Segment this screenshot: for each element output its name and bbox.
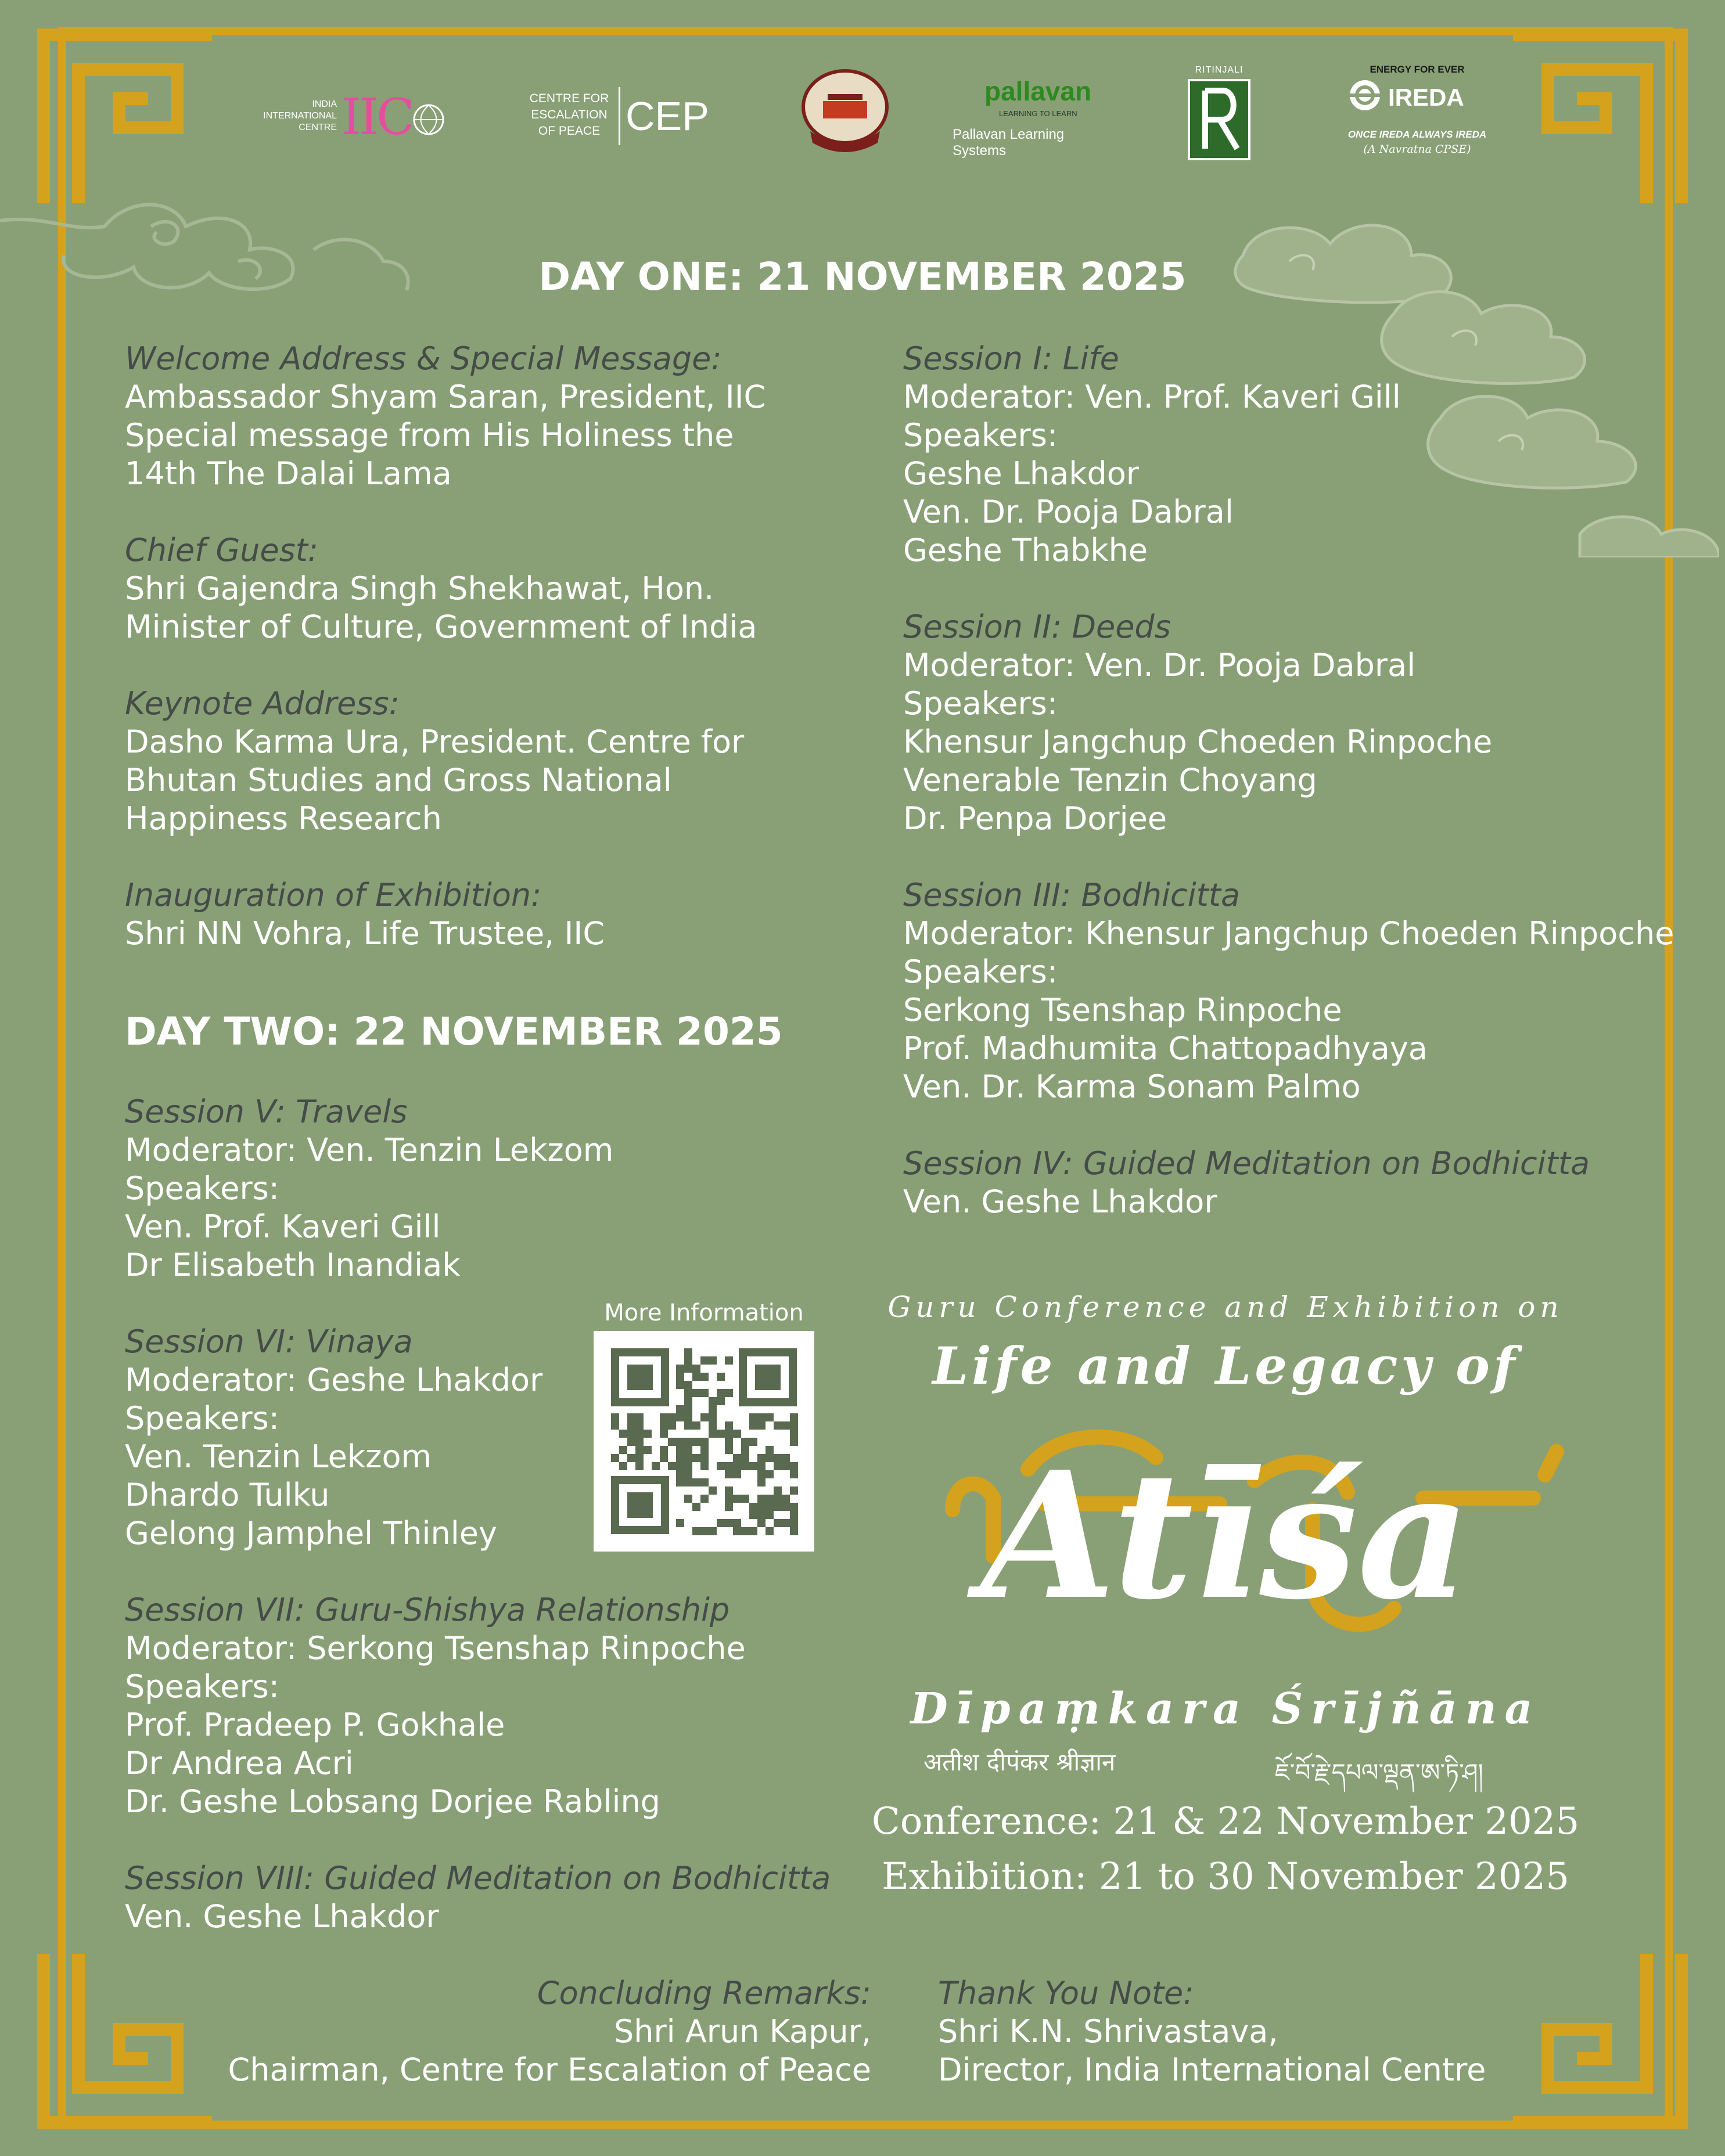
title-tibetan: ཇོ་བོ་རྗེ་དཔལ་ལྡན་ཨ་ཏི་ཤ། bbox=[1275, 1758, 1483, 1787]
program-item bbox=[125, 876, 766, 953]
session-line: Prof. Madhumita Chattopadhyaya bbox=[903, 1030, 1428, 1067]
session-line: Dr. Geshe Lobsang Dorjee Rabling bbox=[125, 1783, 660, 1820]
title-hindi: अतीश दीपंकर श्रीज्ञान bbox=[923, 1748, 1116, 1776]
item-line: Ambassador Shyam Saran, President, IIC bbox=[125, 379, 766, 415]
session-line: Moderator: Geshe Lhakdor bbox=[125, 1362, 543, 1398]
session-label: Session IV: Guided Meditation on Bodhicitta bbox=[903, 1145, 1590, 1182]
session-line: Moderator: Ven. Prof. Kaveri Gill bbox=[903, 379, 1401, 415]
thanks-label: Thank You Note: bbox=[938, 1975, 1194, 2011]
session-line: Geshe Lhakdor bbox=[903, 455, 1140, 492]
session-line: Speakers: bbox=[125, 1170, 279, 1207]
program-item bbox=[125, 531, 766, 646]
session-line: Ven. Geshe Lhakdor bbox=[903, 1183, 1217, 1220]
ireda-logo-line1: ONCE IREDA ALWAYS IREDA bbox=[1347, 129, 1487, 140]
session-line: Prof. Pradeep P. Gokhale bbox=[125, 1707, 505, 1743]
ireda-logo bbox=[1330, 64, 1504, 163]
session-line: Gelong Jamphel Thinley bbox=[125, 1515, 497, 1552]
session-line: Ven. Dr. Pooja Dabral bbox=[903, 494, 1234, 530]
pallavan-logo bbox=[953, 75, 1121, 159]
session-line: Speakers: bbox=[903, 953, 1058, 990]
session-line: Ven. Prof. Kaveri Gill bbox=[125, 1208, 441, 1245]
session-line: Moderator: Ven. Tenzin Lekzom bbox=[125, 1132, 614, 1168]
iic-logo bbox=[244, 87, 453, 145]
session-line: Khensur Jangchup Choeden Rinpoche bbox=[903, 724, 1493, 760]
session-line: Serkong Tsenshap Rinpoche bbox=[903, 992, 1342, 1028]
session-item bbox=[903, 1144, 1674, 1221]
title-main: Atīśa bbox=[980, 1433, 1471, 1638]
session-label: Session VI: Vinaya bbox=[125, 1323, 413, 1360]
pallavan-logo-tag: LEARNING TO LEARN bbox=[999, 109, 1077, 118]
session-line: Speakers: bbox=[125, 1668, 279, 1705]
day-one-right-column bbox=[903, 340, 1674, 1221]
institution-seal-logo bbox=[799, 69, 892, 153]
session-line: Dr Elisabeth Inandiak bbox=[125, 1247, 461, 1283]
session-line: Ven. Dr. Karma Sonam Palmo bbox=[903, 1068, 1361, 1105]
session-line: Speakers: bbox=[903, 417, 1058, 453]
conference-dates: Conference: 21 & 22 November 2025 bbox=[871, 1800, 1580, 1843]
day-two-heading: DAY TWO: 22 NOVEMBER 2025 bbox=[125, 1009, 783, 1054]
globe-icon bbox=[412, 103, 445, 136]
ireda-logo-tagline: ENERGY FOR EVER bbox=[1370, 64, 1465, 75]
title-line1: Guru Conference and Exhibition on bbox=[887, 1290, 1564, 1324]
iic-logo-mark: IIC bbox=[342, 88, 412, 146]
session-line: Ven. Geshe Lhakdor bbox=[125, 1898, 439, 1935]
item-line: Dasho Karma Ura, President. Centre for bbox=[125, 724, 745, 760]
session-item bbox=[125, 1591, 831, 1821]
session-line: Dr Andrea Acri bbox=[125, 1745, 354, 1781]
concluding-line: Shri Arun Kapur, bbox=[613, 2013, 871, 2050]
item-line: Happiness Research bbox=[125, 800, 442, 837]
item-line: 14th The Dalai Lama bbox=[125, 455, 452, 492]
session-label: Session I: Life bbox=[903, 340, 1119, 377]
item-label: Chief Guest: bbox=[125, 532, 319, 568]
cep-logo-mark: CEP bbox=[626, 93, 709, 139]
thanks-line: Shri K.N. Shrivastava, bbox=[938, 2013, 1278, 2050]
session-line: Moderator: Khensur Jangchup Choeden Rinpoche bbox=[903, 915, 1674, 952]
title-line2: Life and Legacy of bbox=[932, 1336, 1519, 1396]
cep-logo-text: CENTRE FOR ESCALATION OF PEACE bbox=[529, 92, 609, 138]
exhibition-dates: Exhibition: 21 to 30 November 2025 bbox=[882, 1855, 1569, 1898]
concluding-remarks bbox=[174, 1974, 871, 2089]
session-line: Moderator: Ven. Dr. Pooja Dabral bbox=[903, 647, 1416, 683]
qr-code[interactable] bbox=[594, 1331, 814, 1552]
session-item bbox=[125, 1093, 831, 1284]
session-label: Session VII: Guru-Shishya Relationship bbox=[125, 1592, 730, 1628]
item-line: Shri Gajendra Singh Shekhawat, Hon. bbox=[125, 570, 714, 607]
cep-logo-divider bbox=[619, 87, 620, 145]
session-item bbox=[903, 608, 1674, 838]
day-one-heading: DAY ONE: 21 NOVEMBER 2025 bbox=[538, 254, 1187, 299]
session-line: Venerable Tenzin Choyang bbox=[903, 762, 1317, 798]
ireda-logo-line2: (A Navratna CPSE) bbox=[1363, 143, 1471, 156]
session-line: Dhardo Tulku bbox=[125, 1477, 330, 1513]
concluding-line: Chairman, Centre for Escalation of Peace bbox=[228, 2051, 871, 2088]
day-one-left-column bbox=[125, 340, 766, 953]
item-line: Shri NN Vohra, Life Trustee, IIC bbox=[125, 915, 605, 952]
cep-logo bbox=[526, 87, 711, 145]
item-line: Bhutan Studies and Gross National bbox=[125, 762, 672, 798]
item-label: Keynote Address: bbox=[125, 685, 400, 722]
corner-ornament-bottom-right bbox=[1501, 1942, 1693, 2134]
qr-code-icon bbox=[594, 1331, 814, 1552]
item-line: Minister of Culture, Government of India bbox=[125, 609, 757, 645]
pallavan-logo-subtitle: Pallavan Learning Systems bbox=[953, 127, 1065, 159]
session-label: Session II: Deeds bbox=[903, 609, 1171, 645]
ireda-emblem-icon bbox=[1347, 78, 1382, 113]
session-line: Speakers: bbox=[125, 1400, 279, 1437]
session-label: Session VIII: Guided Meditation on Bodhicitta bbox=[125, 1860, 831, 1896]
session-line: Ven. Tenzin Lekzom bbox=[125, 1438, 432, 1475]
ireda-logo-name: IREDA bbox=[1388, 84, 1464, 111]
session-label: Session V: Travels bbox=[125, 1093, 408, 1130]
session-label: Session III: Bodhicitta bbox=[903, 877, 1241, 913]
ritinjali-mark-icon bbox=[1188, 79, 1250, 160]
session-item bbox=[903, 340, 1674, 570]
thanks-line: Director, India International Centre bbox=[938, 2051, 1486, 2088]
session-line: Dr. Penpa Dorjee bbox=[903, 800, 1167, 837]
program-item bbox=[125, 340, 766, 493]
qr-caption: More Information bbox=[604, 1300, 804, 1326]
session-line: Geshe Thabkhe bbox=[903, 532, 1148, 568]
ritinjali-logo bbox=[1188, 65, 1250, 161]
item-label: Welcome Address & Special Message: bbox=[125, 340, 722, 377]
ritinjali-logo-text: RITINJALI bbox=[1195, 65, 1244, 75]
item-label: Inauguration of Exhibition: bbox=[125, 877, 542, 913]
pallavan-logo-name: pallavan bbox=[984, 76, 1092, 106]
program-item bbox=[125, 685, 766, 838]
session-item bbox=[125, 1859, 831, 1936]
session-item bbox=[903, 876, 1674, 1106]
title-subtitle: Dīpaṃkara Śrījñāna bbox=[910, 1684, 1541, 1734]
concluding-label: Concluding Remarks: bbox=[537, 1975, 871, 2011]
item-line: Special message from His Holiness the bbox=[125, 417, 734, 453]
session-line: Speakers: bbox=[903, 685, 1058, 722]
thank-you-note bbox=[938, 1974, 1486, 2089]
iic-logo-text: INDIA INTERNATIONAL CENTRE bbox=[263, 99, 337, 132]
session-line: Moderator: Serkong Tsenshap Rinpoche bbox=[125, 1630, 746, 1667]
